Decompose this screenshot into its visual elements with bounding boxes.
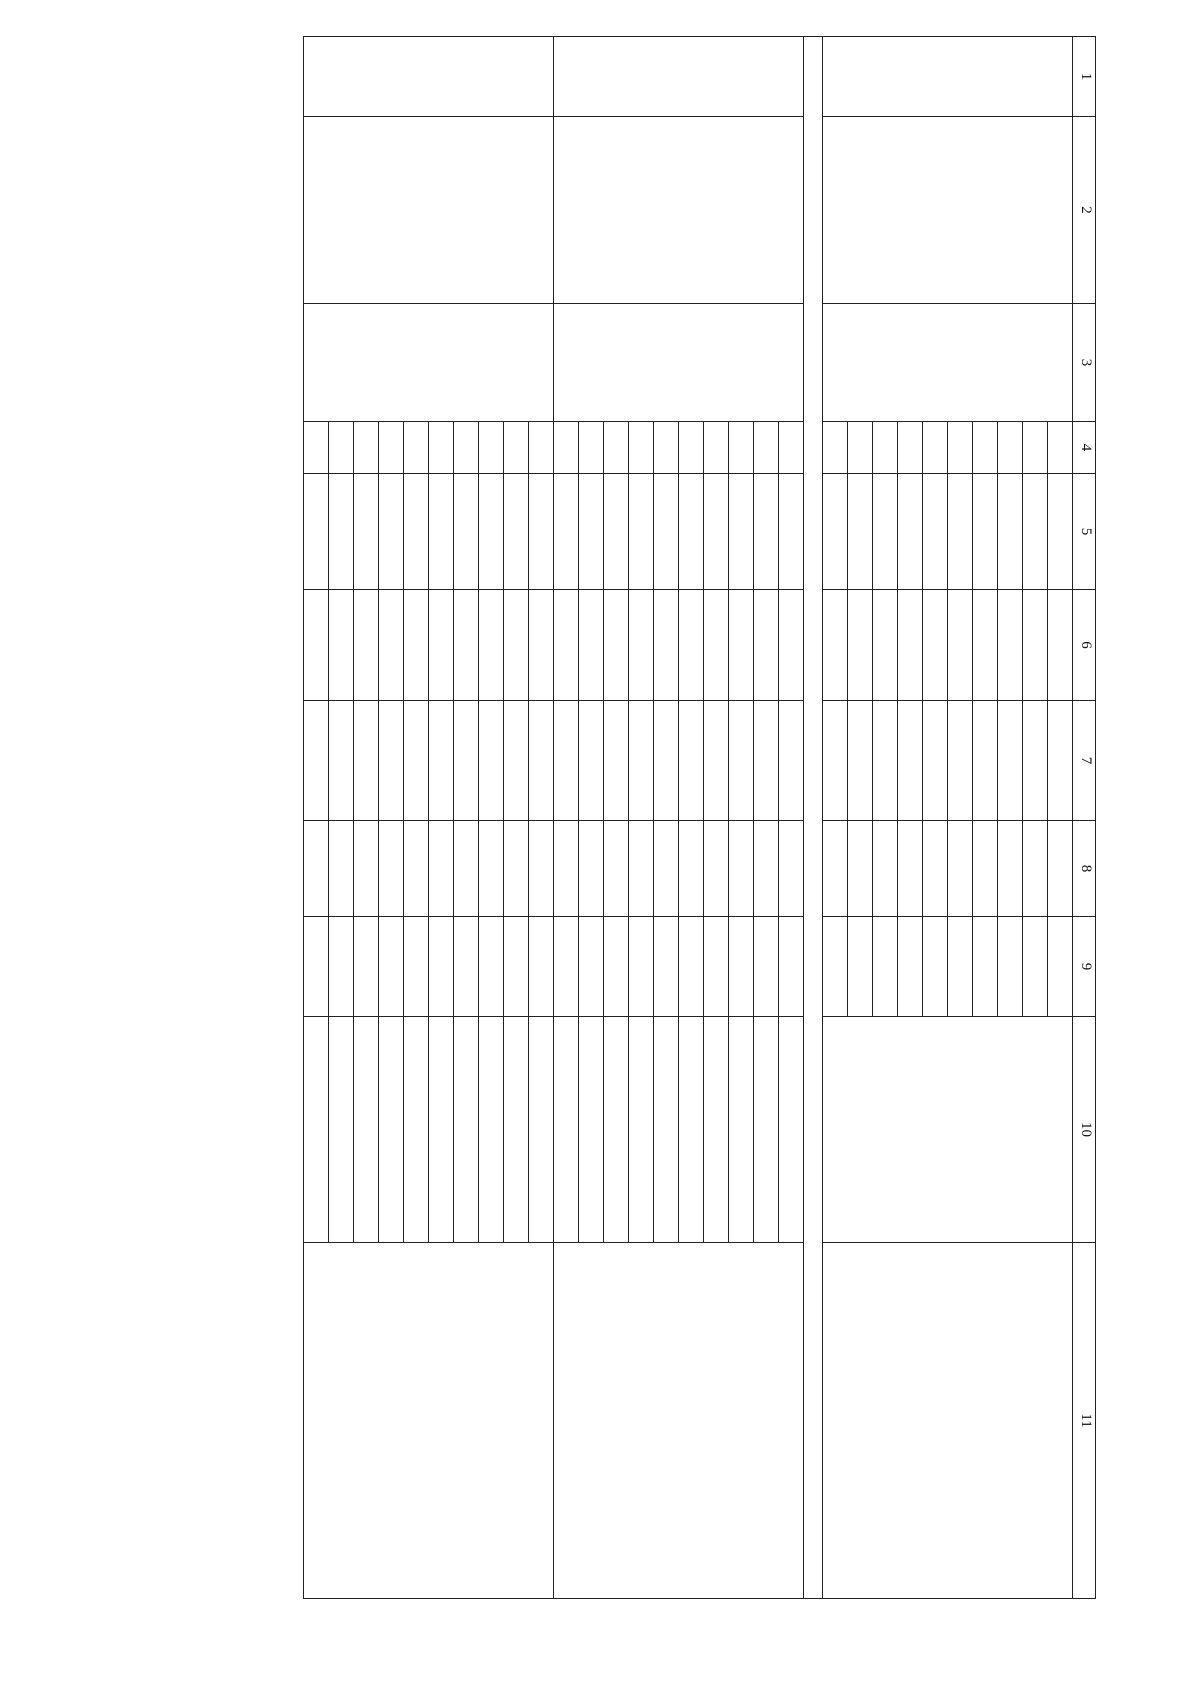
total-funding-cell xyxy=(923,474,948,590)
local-budget-cell xyxy=(554,821,579,917)
federal-budget-cell xyxy=(998,590,1023,701)
extrabudgetary-cell xyxy=(898,917,923,1017)
total-funding-cell xyxy=(604,474,629,590)
period-cell xyxy=(554,422,579,474)
federal-budget-cell xyxy=(404,590,429,701)
activity-code xyxy=(554,37,804,117)
federal-budget-cell xyxy=(654,590,679,701)
column-header: 7 xyxy=(1073,701,1096,821)
federal-budget-cell xyxy=(504,590,529,701)
regional-budget-cell xyxy=(379,701,404,821)
federal-budget-cell xyxy=(729,590,754,701)
indicator-cell xyxy=(823,1017,1073,1243)
table-row xyxy=(529,37,554,1599)
regional-budget-cell xyxy=(1023,701,1048,821)
table-row xyxy=(779,37,804,1599)
indicator-value xyxy=(504,1017,529,1243)
column-header: 9 xyxy=(1073,917,1096,1017)
indicator-value xyxy=(404,1017,429,1243)
period-cell xyxy=(604,422,629,474)
extrabudgetary-cell xyxy=(873,917,898,1017)
regional-budget-cell xyxy=(973,701,998,821)
total-funding-cell xyxy=(629,474,654,590)
regional-budget-cell xyxy=(1048,701,1073,821)
local-budget-cell xyxy=(779,821,804,917)
local-budget-cell xyxy=(948,821,973,917)
federal-budget-cell xyxy=(1023,590,1048,701)
total-funding-cell xyxy=(729,474,754,590)
total-funding-cell xyxy=(823,474,848,590)
regional-budget-cell xyxy=(898,701,923,821)
column-header: 10 xyxy=(1073,1017,1096,1243)
table-row xyxy=(1048,37,1073,1599)
column-header: 11 xyxy=(1073,1243,1096,1599)
local-budget-cell xyxy=(329,821,354,917)
regional-budget-cell xyxy=(604,701,629,821)
related-indicators xyxy=(823,1243,1073,1599)
regional-budget-cell xyxy=(823,701,848,821)
column-header: 1 xyxy=(1073,37,1096,117)
period-cell xyxy=(1023,422,1048,474)
extrabudgetary-cell xyxy=(779,917,804,1017)
indicator-value xyxy=(679,1017,704,1243)
subgroup-divider xyxy=(804,37,823,1599)
indicator-value xyxy=(479,1017,504,1243)
total-funding-cell xyxy=(704,474,729,590)
table-body xyxy=(304,37,1073,1599)
period-cell xyxy=(754,422,779,474)
extrabudgetary-cell xyxy=(304,917,329,1017)
regional-budget-cell xyxy=(329,701,354,821)
extrabudgetary-cell xyxy=(329,917,354,1017)
period-cell xyxy=(629,422,654,474)
regional-budget-cell xyxy=(504,701,529,821)
local-budget-cell xyxy=(304,821,329,917)
column-number-row xyxy=(1073,37,1096,1599)
responsible-executor xyxy=(823,304,1073,422)
related-indicators xyxy=(304,1243,554,1599)
extrabudgetary-cell xyxy=(823,917,848,1017)
regional-budget-cell xyxy=(679,701,704,821)
local-budget-cell xyxy=(923,821,948,917)
federal-budget-cell xyxy=(454,590,479,701)
federal-budget-cell xyxy=(529,590,554,701)
indicator-value xyxy=(304,1017,329,1243)
local-budget-cell xyxy=(1048,821,1073,917)
activity-code xyxy=(304,37,554,117)
indicator-name xyxy=(779,1017,804,1243)
local-budget-cell xyxy=(454,821,479,917)
total-funding-cell xyxy=(354,474,379,590)
total-funding-cell xyxy=(654,474,679,590)
activity-code xyxy=(823,37,1073,117)
local-budget-cell xyxy=(729,821,754,917)
federal-budget-cell xyxy=(379,590,404,701)
federal-budget-cell xyxy=(329,590,354,701)
period-cell xyxy=(429,422,454,474)
program-activities-table xyxy=(303,36,1096,1599)
regional-budget-cell xyxy=(704,701,729,821)
federal-budget-cell xyxy=(604,590,629,701)
extrabudgetary-cell xyxy=(454,917,479,1017)
regional-budget-cell xyxy=(629,701,654,821)
period-cell xyxy=(779,422,804,474)
indicator-value xyxy=(329,1017,354,1243)
subgroup-divider-row xyxy=(804,37,823,1599)
extrabudgetary-cell xyxy=(654,917,679,1017)
total-funding-cell xyxy=(329,474,354,590)
total-funding-cell xyxy=(554,474,579,590)
federal-budget-cell xyxy=(779,590,804,701)
local-budget-cell xyxy=(429,821,454,917)
regional-budget-cell xyxy=(948,701,973,821)
regional-budget-cell xyxy=(729,701,754,821)
total-funding-cell xyxy=(973,474,998,590)
local-budget-cell xyxy=(898,821,923,917)
period-cell xyxy=(579,422,604,474)
local-budget-cell xyxy=(679,821,704,917)
extrabudgetary-cell xyxy=(379,917,404,1017)
local-budget-cell xyxy=(873,821,898,917)
period-cell xyxy=(998,422,1023,474)
period-cell xyxy=(679,422,704,474)
indicator-value xyxy=(379,1017,404,1243)
period-cell xyxy=(329,422,354,474)
column-header: 3 xyxy=(1073,304,1096,422)
extrabudgetary-cell xyxy=(1048,917,1073,1017)
regional-budget-cell xyxy=(873,701,898,821)
regional-budget-cell xyxy=(454,701,479,821)
federal-budget-cell xyxy=(973,590,998,701)
extrabudgetary-cell xyxy=(973,917,998,1017)
federal-budget-cell xyxy=(848,590,873,701)
indicator-value xyxy=(654,1017,679,1243)
extrabudgetary-cell xyxy=(529,917,554,1017)
period-cell xyxy=(379,422,404,474)
total-funding-cell xyxy=(948,474,973,590)
period-cell xyxy=(479,422,504,474)
period-cell xyxy=(898,422,923,474)
local-budget-cell xyxy=(404,821,429,917)
local-budget-cell xyxy=(629,821,654,917)
regional-budget-cell xyxy=(579,701,604,821)
period-cell xyxy=(848,422,873,474)
extrabudgetary-cell xyxy=(604,917,629,1017)
column-header: 5 xyxy=(1073,474,1096,590)
total-funding-cell xyxy=(429,474,454,590)
total-funding-cell xyxy=(1023,474,1048,590)
federal-budget-cell xyxy=(823,590,848,701)
column-header: 6 xyxy=(1073,590,1096,701)
extrabudgetary-cell xyxy=(354,917,379,1017)
extrabudgetary-cell xyxy=(629,917,654,1017)
federal-budget-cell xyxy=(429,590,454,701)
federal-budget-cell xyxy=(354,590,379,701)
extrabudgetary-cell xyxy=(704,917,729,1017)
total-funding-cell xyxy=(848,474,873,590)
federal-budget-cell xyxy=(948,590,973,701)
indicator-value xyxy=(454,1017,479,1243)
total-funding-cell xyxy=(998,474,1023,590)
total-funding-cell xyxy=(754,474,779,590)
extrabudgetary-cell xyxy=(579,917,604,1017)
extrabudgetary-cell xyxy=(948,917,973,1017)
total-funding-cell xyxy=(898,474,923,590)
local-budget-cell xyxy=(379,821,404,917)
total-funding-cell xyxy=(873,474,898,590)
total-funding-cell xyxy=(679,474,704,590)
period-cell xyxy=(504,422,529,474)
indicator-value xyxy=(754,1017,779,1243)
indicator-name xyxy=(529,1017,554,1243)
period-cell xyxy=(354,422,379,474)
period-cell xyxy=(704,422,729,474)
extrabudgetary-cell xyxy=(404,917,429,1017)
indicator-value xyxy=(429,1017,454,1243)
period-cell xyxy=(823,422,848,474)
local-budget-cell xyxy=(504,821,529,917)
related-indicators xyxy=(554,1243,804,1599)
period-cell xyxy=(454,422,479,474)
federal-budget-cell xyxy=(1048,590,1073,701)
extrabudgetary-cell xyxy=(479,917,504,1017)
local-budget-cell xyxy=(848,821,873,917)
total-funding-cell xyxy=(479,474,504,590)
regional-budget-cell xyxy=(923,701,948,821)
program-table-container xyxy=(176,36,1096,1598)
indicator-value xyxy=(579,1017,604,1243)
federal-budget-cell xyxy=(873,590,898,701)
total-funding-cell xyxy=(779,474,804,590)
indicator-value xyxy=(704,1017,729,1243)
local-budget-cell xyxy=(998,821,1023,917)
federal-budget-cell xyxy=(304,590,329,701)
activity-name xyxy=(304,117,554,304)
period-cell xyxy=(654,422,679,474)
regional-budget-cell xyxy=(779,701,804,821)
indicator-value xyxy=(629,1017,654,1243)
period-cell xyxy=(873,422,898,474)
federal-budget-cell xyxy=(923,590,948,701)
total-funding-cell xyxy=(529,474,554,590)
federal-budget-cell xyxy=(579,590,604,701)
federal-budget-cell xyxy=(479,590,504,701)
responsible-executor xyxy=(554,304,804,422)
extrabudgetary-cell xyxy=(1023,917,1048,1017)
extrabudgetary-cell xyxy=(679,917,704,1017)
regional-budget-cell xyxy=(354,701,379,821)
extrabudgetary-cell xyxy=(848,917,873,1017)
activity-name xyxy=(554,117,804,304)
regional-budget-cell xyxy=(654,701,679,821)
regional-budget-cell xyxy=(754,701,779,821)
local-budget-cell xyxy=(354,821,379,917)
local-budget-cell xyxy=(579,821,604,917)
total-funding-cell xyxy=(504,474,529,590)
federal-budget-cell xyxy=(898,590,923,701)
total-funding-cell xyxy=(454,474,479,590)
local-budget-cell xyxy=(704,821,729,917)
extrabudgetary-cell xyxy=(729,917,754,1017)
extrabudgetary-cell xyxy=(429,917,454,1017)
column-header: 2 xyxy=(1073,117,1096,304)
indicator-value xyxy=(604,1017,629,1243)
regional-budget-cell xyxy=(479,701,504,821)
local-budget-cell xyxy=(1023,821,1048,917)
total-funding-cell xyxy=(1048,474,1073,590)
regional-budget-cell xyxy=(998,701,1023,821)
column-header: 8 xyxy=(1073,821,1096,917)
period-cell xyxy=(729,422,754,474)
total-funding-cell xyxy=(379,474,404,590)
federal-budget-cell xyxy=(629,590,654,701)
regional-budget-cell xyxy=(529,701,554,821)
period-cell xyxy=(923,422,948,474)
period-cell xyxy=(948,422,973,474)
regional-budget-cell xyxy=(404,701,429,821)
period-cell xyxy=(404,422,429,474)
extrabudgetary-cell xyxy=(998,917,1023,1017)
extrabudgetary-cell xyxy=(923,917,948,1017)
activity-name xyxy=(823,117,1073,304)
indicator-value xyxy=(354,1017,379,1243)
period-cell xyxy=(1048,422,1073,474)
total-funding-cell xyxy=(579,474,604,590)
regional-budget-cell xyxy=(429,701,454,821)
period-cell xyxy=(304,422,329,474)
local-budget-cell xyxy=(604,821,629,917)
regional-budget-cell xyxy=(554,701,579,821)
extrabudgetary-cell xyxy=(504,917,529,1017)
indicator-value xyxy=(554,1017,579,1243)
local-budget-cell xyxy=(654,821,679,917)
local-budget-cell xyxy=(529,821,554,917)
local-budget-cell xyxy=(973,821,998,917)
indicator-value xyxy=(729,1017,754,1243)
total-funding-cell xyxy=(404,474,429,590)
extrabudgetary-cell xyxy=(554,917,579,1017)
local-budget-cell xyxy=(823,821,848,917)
regional-budget-cell xyxy=(848,701,873,821)
federal-budget-cell xyxy=(704,590,729,701)
local-budget-cell xyxy=(754,821,779,917)
period-cell xyxy=(973,422,998,474)
responsible-executor xyxy=(304,304,554,422)
period-cell xyxy=(529,422,554,474)
total-funding-cell xyxy=(304,474,329,590)
column-header: 4 xyxy=(1073,422,1096,474)
extrabudgetary-cell xyxy=(754,917,779,1017)
federal-budget-cell xyxy=(679,590,704,701)
federal-budget-cell xyxy=(554,590,579,701)
regional-budget-cell xyxy=(304,701,329,821)
local-budget-cell xyxy=(479,821,504,917)
federal-budget-cell xyxy=(754,590,779,701)
